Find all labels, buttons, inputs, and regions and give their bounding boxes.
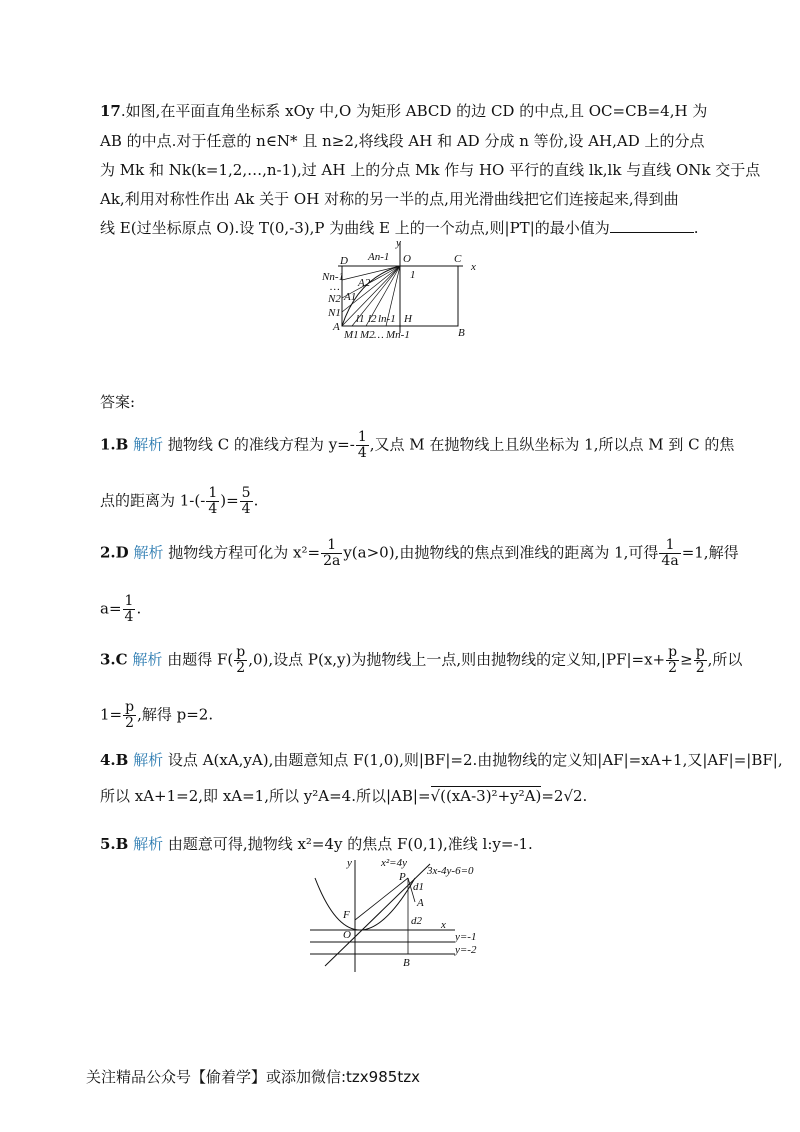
answer-text: ,解得 p=2. (137, 705, 214, 724)
label: 3x-4y-6=0 (427, 865, 474, 877)
answer-text: 由题意可得,抛物线 x²=4y 的焦点 F(0,1),准线 l:y=-1. (167, 835, 533, 853)
label: C (454, 253, 462, 265)
label: x (471, 261, 476, 273)
label: M2 (360, 329, 375, 341)
answer-text: a= (100, 599, 122, 618)
label: A (333, 321, 340, 333)
answer-3-line2 (100, 700, 213, 731)
fraction: $\frac{p}{2}$ (125, 699, 135, 731)
label: B (403, 957, 410, 969)
label: A2 (358, 277, 371, 289)
fraction: $\frac{1}{4}$ (208, 485, 218, 517)
label: d1 (413, 881, 424, 893)
answer-number: 2.D (100, 543, 129, 562)
answer-text: ,0),设点 P(x,y)为抛物线上一点,则由抛物线的定义知,|PF|=x+ (248, 650, 666, 669)
label: l2 (368, 313, 377, 325)
answer-text: =1,解得 (681, 543, 739, 562)
problem-end: . (693, 219, 699, 237)
answer-number: 1.B (100, 435, 129, 454)
problem-text: .如图,在平面直角坐标系 xOy 中,O 为矩形 ABCD 的边 CD 的中点,且 OC=CB=4,H 为 (120, 102, 708, 120)
label: l1 (356, 313, 365, 325)
sqrt-expression: √((xA-3)²+y²A) (430, 787, 542, 805)
fraction: $\frac{p}{2}$ (236, 644, 246, 676)
analysis-tag: 解析 (133, 543, 164, 562)
problem-17-line5 (100, 218, 699, 238)
fraction: $\frac{p}{2}$ (668, 644, 678, 676)
segment-PF (355, 878, 408, 920)
math-term: y²A (303, 787, 330, 805)
fraction: $\frac{p}{2}$ (695, 644, 705, 676)
answer-text: ,所以 (707, 650, 743, 669)
label: x (441, 919, 446, 931)
answer-text: 抛物线 C 的准线方程为 y=- (167, 435, 355, 454)
answer-1-line1 (100, 430, 734, 461)
label: A (417, 897, 424, 909)
answer-text: )= (220, 491, 239, 510)
label: Mn-1 (386, 329, 410, 341)
analysis-tag: 解析 (133, 751, 164, 769)
problem-17-line4: Ak,利用对称性作出 Ak 关于 OH 对称的另一半的点,用光滑曲线把它们连接起来,得到曲 (100, 190, 679, 208)
label: M1 (344, 329, 359, 341)
label: A1 (344, 291, 357, 303)
answer-text: 抛物线方程可化为 x²= (168, 543, 321, 562)
answer-text: 设点 A(xA,yA),由题意知点 F(1,0),则|BF|=2.由抛物线的定义知|AF|=xA+1,又|AF|=|BF|, (167, 751, 783, 769)
label: x²=4y (381, 857, 407, 869)
label: Nn-1 (322, 271, 344, 283)
label: … (374, 329, 384, 341)
figure-parabola-diagram (305, 854, 505, 974)
answer-2-line1 (100, 538, 739, 569)
label: y=-2 (455, 944, 477, 956)
label: O (403, 253, 411, 265)
label: F (343, 909, 350, 921)
answer-text: ,又点 M 在抛物线上且纵坐标为 1,所以点 M 到 C 的焦 (369, 435, 735, 454)
label: An-1 (368, 251, 390, 263)
label: N1 (328, 307, 341, 319)
answer-text: . (136, 599, 142, 618)
label: H (404, 313, 412, 325)
answer-text: 所以 xA+1=2,即 xA=1,所以 (100, 787, 299, 805)
answer-text: 由题得 F( (167, 650, 234, 669)
fraction: $\frac{1}{4a}$ (661, 537, 679, 569)
footer-note: 关注精品公众号【偷着学】或添加微信:tzx985tzx (86, 1068, 420, 1086)
answer-text: =2 (541, 787, 564, 805)
answer-number: 4.B (100, 751, 129, 769)
sqrt-term: √2. (563, 787, 588, 805)
fraction: $\frac{1}{2a}$ (323, 537, 341, 569)
label: y=-1 (455, 931, 477, 943)
answer-blank (610, 218, 694, 233)
parabola (315, 878, 415, 930)
answer-3-line1 (100, 645, 742, 676)
analysis-tag: 解析 (133, 435, 164, 454)
answer-5-line1 (100, 834, 533, 854)
problem-number: 17 (100, 102, 121, 120)
problem-17-line2: AB 的中点.对于任意的 n∈N* 且 n≥2,将线段 AH 和 AD 分成 n 等份,设 AH,AD 上的分点 (100, 132, 705, 150)
answers-heading: 答案: (100, 393, 136, 411)
figure-rectangle-diagram (318, 238, 488, 346)
fraction: $\frac{5}{4}$ (241, 485, 251, 517)
analysis-tag: 解析 (133, 835, 164, 853)
label: N2 (328, 293, 341, 305)
answer-2-line2 (100, 594, 141, 625)
label: d2 (411, 915, 422, 927)
answer-text: 点的距离为 1-(- (100, 491, 206, 510)
label: … (330, 281, 340, 293)
answer-1-line2 (100, 486, 258, 517)
answer-text: . (253, 491, 259, 510)
problem-17-line1 (100, 101, 707, 121)
problem-17-line3: 为 Mk 和 Nk(k=1,2,…,n-1),过 AH 上的分点 Mk 作与 HO 平行的直线 lk,lk 与直线 ONk 交于点 (100, 161, 761, 179)
label: D (340, 255, 348, 267)
answer-number: 5.B (100, 835, 129, 853)
fraction: $\frac{1}{4}$ (124, 593, 134, 625)
answer-text: y(a>0),由抛物线的焦点到准线的距离为 1,可得 (343, 543, 659, 562)
label: B (458, 327, 465, 339)
answer-4-line2 (100, 786, 587, 806)
label: ln-1 (378, 313, 396, 325)
answer-text: ≥ (680, 650, 693, 669)
answer-text: 1= (100, 705, 123, 724)
label: O (343, 929, 351, 941)
label: y (347, 857, 352, 869)
answer-text: =4.所以|AB|= (329, 787, 431, 805)
label: 1 (410, 269, 416, 281)
fraction: $\frac{1}{4}$ (357, 429, 367, 461)
label: P (399, 871, 406, 883)
answer-number: 3.C (100, 650, 128, 669)
analysis-tag: 解析 (132, 650, 163, 669)
label: y (396, 238, 401, 249)
answer-4-line1 (100, 750, 783, 770)
problem-text: 线 E(过坐标原点 O).设 T(0,-3),P 为曲线 E 上的一个动点,则|PT|的最小值为 (100, 219, 610, 237)
